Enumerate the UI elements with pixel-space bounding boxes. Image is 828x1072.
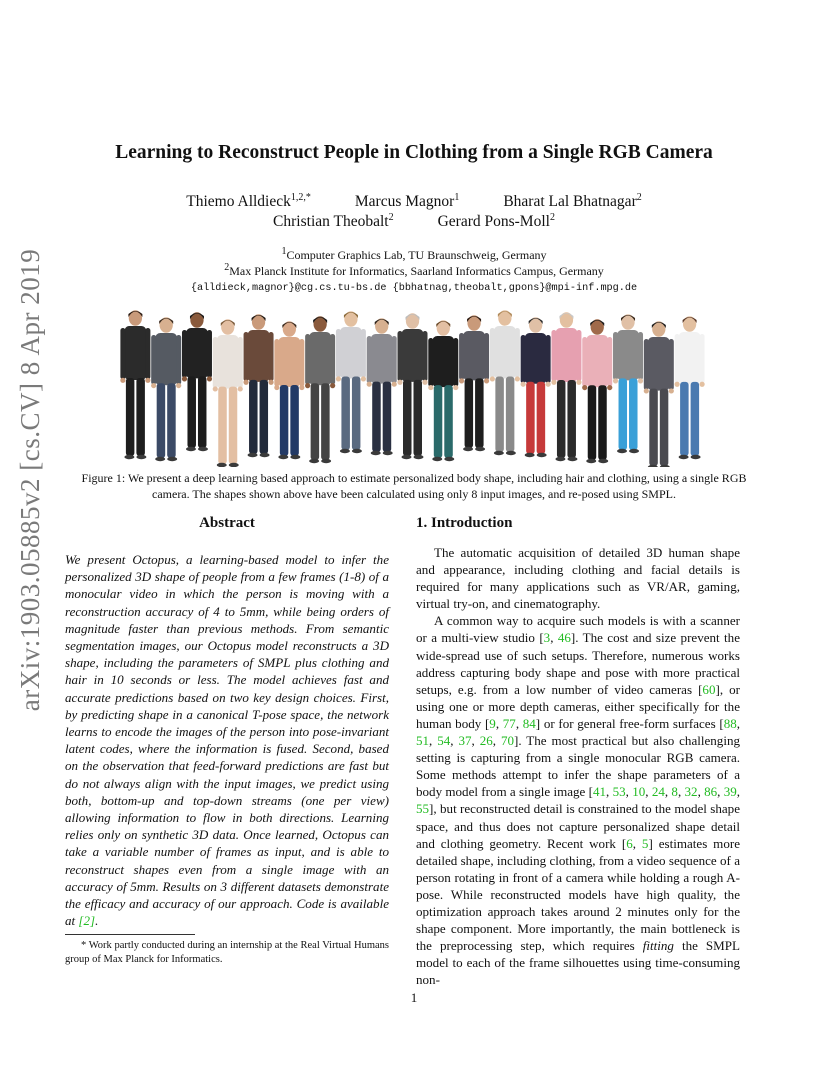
person-hand [268,380,273,385]
text-run: [ [484,715,490,731]
person-hand [207,376,212,381]
person-figure [182,312,212,451]
text-run: estimates more detailed shape, including clothing, from a video sequence of a person rotating in front of a camera while holding a rough A-pose. While reconstructed models have high quality, the optimization approach takes around 2 minutes only for the shape component. More importantly, the main bottleneck is the preprocessing step, which requires [416,835,740,954]
paper-title: Learning to Reconstruct People in Clothing from a Single RGB Camera [115,142,713,163]
person-shoe [260,453,270,457]
person-shoe [340,449,350,453]
person-arm [700,334,705,383]
person-hand [490,376,495,381]
person-arm [576,330,581,381]
person-arm [182,330,187,378]
person-leg [126,378,135,456]
person-arm [392,336,397,383]
person-torso [525,333,547,384]
person-hand [176,383,181,388]
person-shoe [136,455,146,459]
affiliation-1: $^1$Computer Graphics Lab, TU Braunschweig, Germany [281,246,547,262]
person-leg [280,385,289,456]
person-figure [397,313,427,459]
person-leg [414,380,423,456]
person-hand [576,380,581,385]
person-hand [213,386,218,391]
person-arm [269,332,274,381]
person-shoe [567,457,577,461]
person-arm [582,337,587,387]
text-run: , [736,715,740,731]
author-row-2 [60,213,768,231]
text-run: the SMPL model to each of the frame silhouettes using time-consuming non- [416,938,741,988]
person-shoe [617,449,627,453]
text-run: ] [715,681,720,697]
person-torso [586,335,608,387]
person-arm [644,339,649,390]
person-shoe [248,453,258,457]
citation-link[interactable]: 54 [437,733,451,749]
person-torso [463,331,485,380]
person-shoe [309,459,319,463]
person-figure [490,310,520,455]
person-arm [367,336,372,383]
text-run: [ [698,681,703,697]
person-figure [151,317,181,461]
text-run: fitting [642,938,674,954]
person-shoe [124,455,134,459]
person-shoe [321,459,331,463]
person-hand [669,388,674,393]
person-shoe [371,451,381,455]
person-leg [495,377,504,452]
person-torso [432,336,454,387]
person-leg [290,385,299,456]
person-leg [537,382,546,454]
person-arm [274,339,279,387]
author-affiliation-mark: 2 [388,211,394,223]
person-arm [423,331,428,381]
person-torso [186,328,208,378]
text-run: , [697,784,705,800]
person-shoe [537,453,547,457]
person-arm [213,337,218,388]
person-leg [619,378,628,450]
person-shoe [432,457,442,461]
person-hand [453,385,458,390]
person-hand [546,382,551,387]
arxiv-sidebar-stamp: arXiv:1903.05885v2 [cs.CV] 8 Apr 2019 [15,248,45,712]
person-shoe [198,447,208,451]
citation-link[interactable]: 60 [702,681,716,697]
person-leg [588,385,597,460]
text-run: , [495,715,503,731]
author-name: Christian Theobalt$^2$ [273,211,394,230]
person-figure [613,314,643,453]
person-arm [490,328,495,378]
person-arm [361,329,366,378]
person-arm [675,334,680,383]
citation-link[interactable]: 6 [626,835,633,851]
person-torso [309,332,331,385]
person-arm [453,338,458,387]
person-figure [367,318,397,455]
person-torso [340,327,362,378]
author-affiliation-mark: 1 [454,191,460,203]
person-figure [551,312,581,461]
person-figure [213,319,243,467]
person-arm [428,338,433,387]
citation-link[interactable]: 77 [502,715,516,731]
person-leg [167,383,176,458]
citation-link[interactable]: 51 [416,733,430,749]
citation-link[interactable]: 9 [489,715,496,731]
person-shoe [278,455,288,459]
person-hand [515,376,520,381]
figure-caption: Figure 1: We present a deep learning based approach to estimate personalized body shape, including hair and clothing, using a single RGB camera. The shapes shown above have been calculated using only 8 input images, and re-posed using SMPL. [81,471,747,501]
text-run: , but reconstructed detail is constrained to the model shape space, and thus does not capture personalized shape detail and clothing geometry. Recent work [416,801,740,851]
affiliation-2: $^2$Max Planck Institute for Informatics, Saarland Informatics Campus, Germany [224,262,604,278]
person-leg [629,378,638,450]
person-arm [145,328,150,379]
person-hand [582,385,587,390]
person-torso [617,330,639,380]
person-figure [336,311,366,453]
person-hand [422,380,427,385]
person-hand [551,380,556,385]
text-run: ] [535,715,541,731]
person-hand [182,376,187,381]
person-shoe [691,455,701,459]
text-run: ] [513,733,519,749]
person-leg [475,378,484,448]
person-arm [607,337,612,387]
person-leg [352,376,361,450]
person-torso [248,330,270,382]
person-figure [459,315,489,451]
person-arm [299,339,304,387]
text-run: , or using one or more depth cameras, either specifically for the human body [416,681,740,731]
author-emails: {alldieck,magnor}@cg.cs.tu-bs.de {bbhatnag,theobalt,gpons}@mpi-inf.mpg.de [190,283,638,294]
text-run: ] [429,801,434,817]
text-run: , [632,835,642,851]
person-leg [403,380,412,456]
person-arm [551,330,556,381]
text-run: , [550,630,558,646]
person-arm [151,335,156,385]
text-run: [ [719,715,724,731]
person-figure [644,321,674,467]
person-hand [607,385,612,390]
person-leg [311,383,320,460]
citation-link[interactable]: 46 [557,630,571,646]
person-torso [402,329,424,382]
author-affiliation-mark: 1,2,* [290,191,311,203]
citation-link[interactable]: 3 [543,630,551,646]
person-figure [428,320,458,461]
person-shoe [217,463,227,467]
person-leg [157,383,166,458]
person-arm [398,331,403,381]
person-figure [675,316,705,459]
citation-link[interactable]: 88 [723,715,737,731]
citation-link[interactable]: [2] [78,913,96,929]
citation-link[interactable]: 32 [684,784,698,800]
citation-link[interactable]: 39 [723,784,737,800]
text-run: , [606,784,613,800]
text-run: . The cost and size prevent the wide-spread use of such setups. Therefore, numerous works address capturing body shape and pose with more practical setups, e.g. from a low number of video cameras [416,630,740,697]
text-run: ] [648,835,653,851]
citation-link[interactable]: 86 [704,784,718,800]
person-torso [494,326,516,379]
person-shoe [475,447,485,451]
person-hand [243,380,248,385]
person-leg [465,378,474,448]
text-run: , [492,733,501,749]
person-torso [155,333,177,385]
author-affiliation-mark: 2 [636,191,642,203]
citation-link[interactable]: 70 [500,733,514,749]
citation-link[interactable]: 26 [479,733,493,749]
person-figure [274,321,304,459]
person-hand [613,378,618,383]
person-shoe [463,447,473,451]
person-hand [299,385,304,390]
person-arm [613,332,618,380]
person-arm [244,332,249,381]
person-arm [521,335,526,383]
person-hand [367,382,372,387]
person-hand [305,383,310,388]
person-figure [120,310,150,459]
person-hand [274,385,279,390]
person-leg [567,380,576,458]
person-leg [260,380,269,454]
person-shoe [586,459,596,463]
person-torso [217,335,239,389]
person-torso [679,332,701,384]
person-hand [459,378,464,383]
person-shoe [629,449,639,453]
person-arm [515,328,520,378]
person-shoe [155,457,165,461]
person-figure [521,317,551,457]
person-shoe [506,451,516,455]
citation-link[interactable]: 8 [671,784,678,800]
person-hand [521,382,526,387]
text-run: , [645,784,652,800]
text-run: , [471,733,480,749]
text-run: , [625,784,633,800]
text-run: [ [588,784,593,800]
person-arm [638,332,643,380]
person-shoe [290,455,300,459]
person-hand [145,378,150,383]
person-hand [700,382,705,387]
person-leg [198,376,207,448]
person-shoe [494,451,504,455]
person-leg [598,385,607,460]
person-leg [341,376,350,450]
person-shoe [402,455,412,459]
abstract-heading: Abstract [199,515,255,531]
citation-link[interactable]: 24 [651,784,665,800]
text-run: [ [539,630,544,646]
person-arm [336,329,341,378]
person-arm [669,339,674,390]
text-run: , [450,733,459,749]
person-arm [120,328,125,379]
figure-people-renderings [120,302,705,467]
author-name: Thiemo Alldieck$^{1,2,*}$ [186,191,311,210]
person-leg [136,378,145,456]
person-hand [484,378,489,383]
text-run: [ [621,835,627,851]
abstract-body: We present Octopus, a learning-based model to infer the personalized 3D shape of people from a few frames (1-8) of a monocular video in which the person is moving with a reconstruction accuracy of 4 to 5mm, while being orders of magnitude faster than previous methods. From semantic segmentation images, our Octopus model reconstructs a 3D shape, including the parameters of SMPL plus clothing and hair in 10 seconds or less. The model achieves fast and accurate predictions based on two key design choices. First, by predicting shape in a canonical T-pose space, the network learns to encode the images of the person into pose-invariant latent codes, where the information is fused. Second, based on the observation that feed-forward predictions are fast but do not always align with the input images, we predict using both, bottom-up and top-down streams (one per view) allowing information to flow in both directions. Learning relies only on synthetic 3D data. Once learned, Octopus can take a variable number of frames as input, and is able to reconstruct shapes even from a single image with an accuracy of 5mm. Results on 3 different datasets demonstrate the efficacy and accuracy of our approach. Code is available at [2]. [65,552,389,929]
person-leg [434,385,443,458]
person-shoe [229,463,239,467]
person-leg [506,377,515,452]
person-hand [638,378,643,383]
footnote-rule [65,934,195,935]
person-figure [305,316,335,463]
text-run: ] [570,630,576,646]
text-run: , [664,784,672,800]
person-hand [675,382,680,387]
person-shoe [186,447,196,451]
person-leg [680,382,689,456]
person-torso [555,328,577,382]
author-name: Marcus Magnor$^1$ [354,191,460,210]
person-torso [648,337,670,391]
author-name: Bharat Lal Bhatnagar$^2$ [503,191,642,210]
author-name: Gerard Pons-Moll$^2$ [437,211,555,230]
person-torso [278,337,300,387]
person-leg [526,382,535,454]
person-shoe [598,459,608,463]
introduction-body [416,544,740,988]
person-leg [229,387,238,464]
person-hand [361,376,366,381]
person-shoe [414,455,424,459]
person-hand [120,378,125,383]
introduction-heading: 1. Introduction [416,515,513,531]
person-leg [218,387,227,464]
person-shoe [444,457,454,461]
person-figure [243,314,273,457]
person-hand [238,386,243,391]
person-figure [582,319,612,463]
person-leg [187,376,196,448]
person-torso [371,334,393,384]
person-shoe [679,455,689,459]
person-hand [151,383,156,388]
person-leg [444,385,453,458]
text-run: , [717,784,724,800]
person-arm [238,337,243,388]
citation-link[interactable]: 37 [458,733,472,749]
person-arm [330,334,335,385]
person-leg [649,389,658,466]
intro-paragraph-2 [416,612,740,988]
citation-link[interactable]: 41 [592,784,607,800]
citation-link[interactable]: 53 [612,784,626,800]
citation-link[interactable]: 10 [632,784,646,800]
citation-link[interactable]: 84 [522,715,536,731]
person-shoe [352,449,362,453]
person-hand [428,385,433,390]
text-run: , [677,784,685,800]
person-leg [691,382,700,456]
person-leg [321,383,330,460]
person-shoe [555,457,565,461]
citation-link[interactable]: 55 [416,801,430,817]
person-shoe [525,453,535,457]
text-run: or for general free-form surfaces [540,715,720,731]
person-leg [383,382,392,452]
author-row-1 [60,193,768,211]
author-affiliation-mark: 2 [549,211,555,223]
text-run: . The most practical but also challenging setting is capturing from a single monocular RGB camera. Some methods attempt to infer the shape parameters of a body model from a single image [416,733,740,800]
text-run: , [515,715,523,731]
person-arm [305,334,310,385]
person-shoe [167,457,177,461]
person-leg [557,380,566,458]
page-number: 1 [410,990,418,1005]
person-shoe [383,451,393,455]
person-hand [392,382,397,387]
person-leg [660,389,669,466]
text-run: , [429,733,438,749]
person-arm [207,330,212,378]
person-arm [459,333,464,380]
person-arm [176,335,181,385]
person-hand [397,380,402,385]
person-leg [372,382,381,452]
person-arm [484,333,489,380]
text-run: , [736,784,741,800]
person-hand [330,383,335,388]
citation-link[interactable]: 5 [641,835,649,851]
text-run: A common way to acquire such models is with a scanner or a multi-view studio [416,613,740,646]
person-hand [644,388,649,393]
person-leg [249,380,257,454]
intro-paragraph-1: The automatic acquisition of detailed 3D human shape and appearance, including clothing and facial details is required for many applications such as VR/AR, gaming, virtual try-on, and cinematography. [416,545,740,612]
person-hand [336,376,341,381]
person-torso [124,326,146,380]
footnote: * Work partly conducted during an internship at the Real Virtual Humans group of Max Planck for Informatics. [65,940,389,965]
person-arm [546,335,551,383]
